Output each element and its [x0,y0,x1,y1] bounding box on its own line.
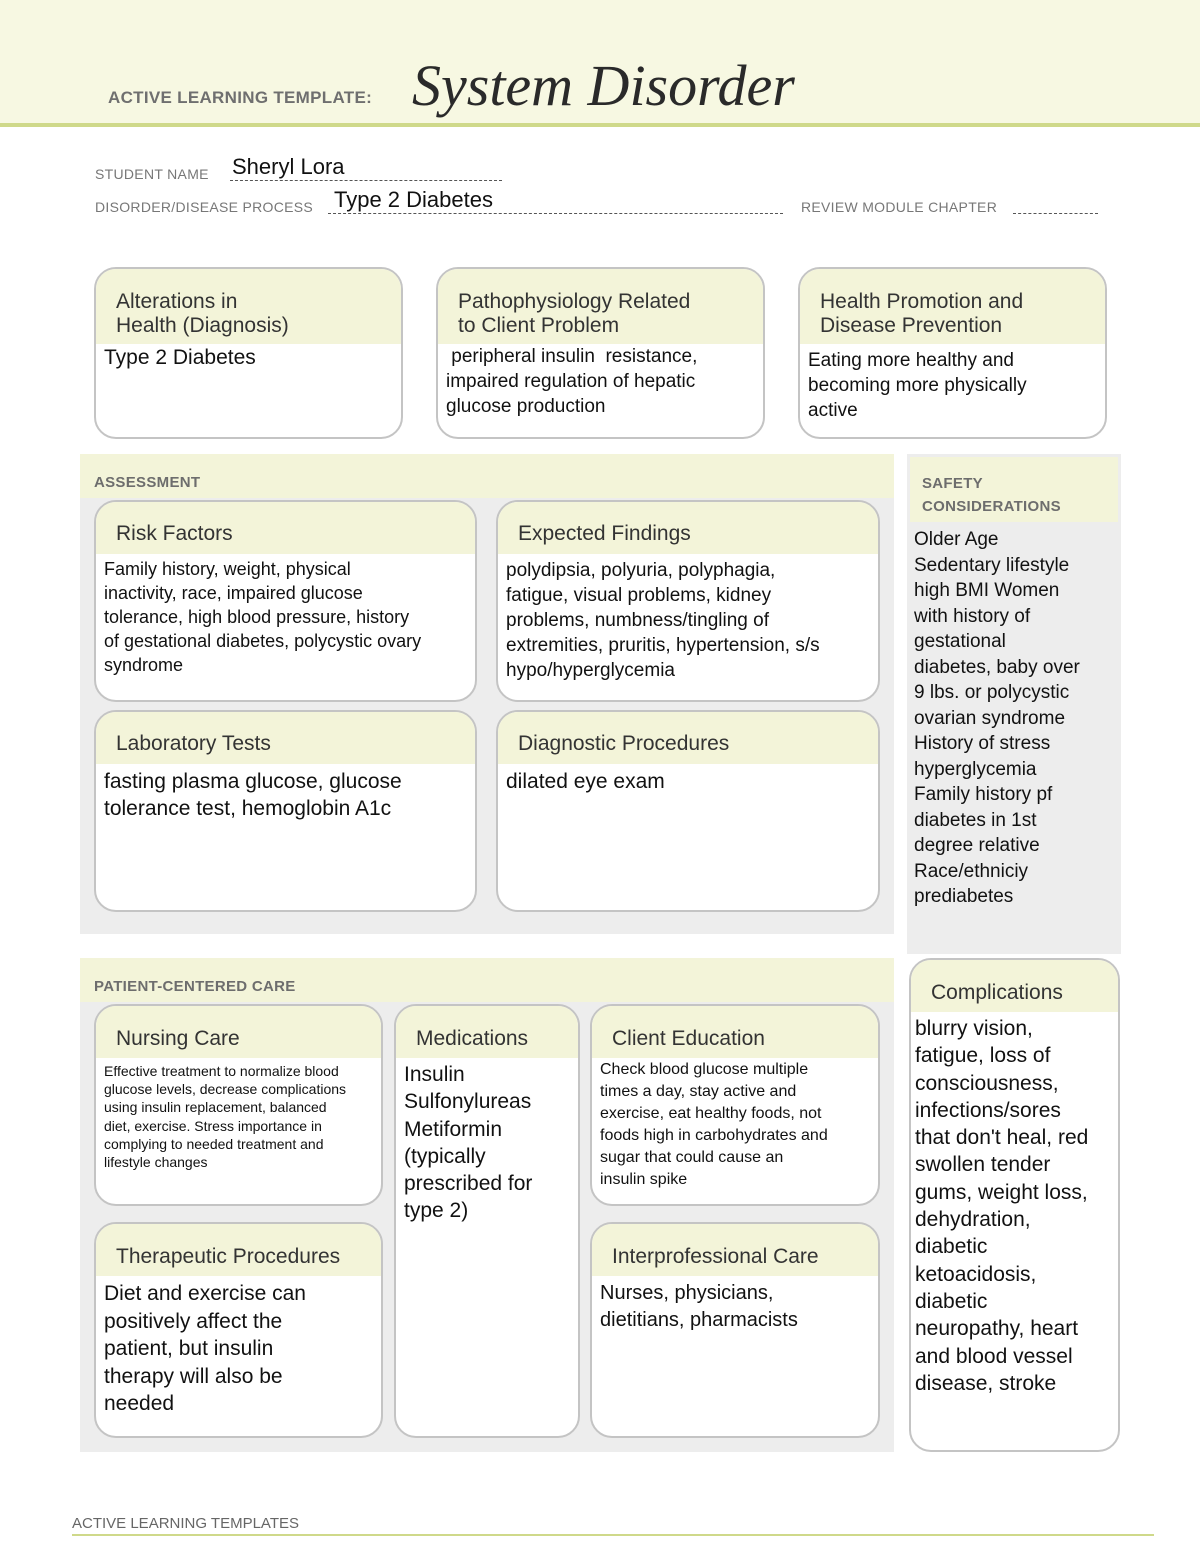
review-module-line [1013,193,1098,214]
diagnostic-procedures-title: Diagnostic Procedures [518,732,730,755]
pathophysiology-box [436,267,765,439]
health-promotion-body[interactable]: Eating more healthy and becoming more physically active [808,350,1027,421]
health-promotion-title: Health Promotion and Disease Prevention [820,290,1024,337]
diagnostic-procedures-body[interactable]: dilated eye exam [506,770,665,793]
pathophysiology-body[interactable]: peripheral insulin resistance, impaired regulation of hepatic glucose production [446,346,698,417]
alterations-title: Alterations in Health (Diagnosis) [116,290,289,337]
medications-title: Medications [416,1027,529,1050]
medications-box [394,1004,580,1438]
interprofessional-care-title: Interprofessional Care [612,1245,819,1268]
expected-findings-title: Expected Findings [518,522,691,545]
assessment-header [80,454,894,498]
assessment-label: ASSESSMENT [94,474,201,491]
pathophysiology-title: Pathophysiology Related to Client Problem [458,290,691,337]
footer-divider [72,1534,1154,1536]
client-education-box [590,1004,880,1206]
diagnostic-procedures-box [496,710,880,912]
safety-label: SAFETY CONSIDERATIONS [922,475,1061,515]
nursing-care-box [94,1004,383,1206]
complications-box [909,958,1120,1452]
expected-findings-box [496,500,880,702]
health-promotion-box [798,267,1107,439]
alterations-box [94,267,403,439]
interprofessional-care-box [590,1222,880,1438]
laboratory-tests-title: Laboratory Tests [116,732,271,755]
template-title: System Disorder [412,53,795,118]
therapeutic-procedures-body[interactable]: Diet and exercise can positively affect the patient, but insulin therapy will also be needed [104,1282,306,1415]
laboratory-tests-body[interactable]: fasting plasma glucose, glucose tolerance test, hemoglobin A1c [104,770,402,820]
medications-body[interactable]: Insulin Sulfonylureas Metiformin (typically prescribed for type 2) [404,1063,533,1223]
template-label: ACTIVE LEARNING TEMPLATE: [108,88,373,107]
laboratory-tests-box [94,710,477,912]
complications-title: Complications [931,981,1063,1004]
disorder-field[interactable]: Type 2 Diabetes [334,187,493,212]
complications-body[interactable]: blurry vision, fatigue, loss of consciousness, infections/sores that don't heal, red swollen tender gums, weight loss, dehydration, diabetic ketoacidosis, diabetic neuropathy, heart and blood vessel disease, stroke [915,1017,1089,1395]
safety-body[interactable]: Older Age Sedentary lifestyle high BMI Women with history of gestational diabetes, baby over 9 lbs. or polycystic ovarian syndrome History of stress hyperglycemia Family history pf diabetes in 1st degree relative Race/ethniciy prediabetes [914,529,1080,907]
client-education-title: Client Education [612,1027,765,1050]
expected-findings-body[interactable]: polydipsia, polyuria, polyphagia, fatigue, visual problems, kidney problems, numbness/tingling of extremities, pruritis, hypertension, s/s hypo/hyperglycemia [506,560,820,681]
nursing-care-body[interactable]: Effective treatment to normalize blood glucose levels, decrease complications using insulin replacement, balanced diet, exercise. Stress importance in complying to needed treatment and lifestyle changes [104,1063,347,1171]
alterations-body[interactable]: Type 2 Diabetes [104,346,256,369]
disorder-label: DISORDER/DISEASE PROCESS [95,199,314,215]
therapeutic-procedures-box [94,1222,383,1438]
student-name-label: STUDENT NAME [95,166,209,182]
client-education-body[interactable]: Check blood glucose multiple times a day, stay active and exercise, eat healthy foods, not foods high in carbohydrates and sugar that could cause an insulin spike [600,1061,828,1188]
header-divider [0,123,1200,127]
risk-factors-body[interactable]: Family history, weight, physical inactivity, race, impaired glucose tolerance, high blood pressure, history of gestational diabetes, polycystic ovary syndrome [104,559,422,675]
patient-care-label: PATIENT-CENTERED CARE [94,978,296,995]
nursing-care-title: Nursing Care [116,1027,240,1050]
risk-factors-title: Risk Factors [116,522,233,545]
student-name-field[interactable]: Sheryl Lora [232,154,345,179]
therapeutic-procedures-title: Therapeutic Procedures [116,1245,341,1268]
footer-label: ACTIVE LEARNING TEMPLATES [72,1515,299,1532]
interprofessional-care-body[interactable]: Nurses, physicians, dietitians, pharmacists [600,1282,798,1331]
review-module-label: REVIEW MODULE CHAPTER [801,199,998,215]
risk-factors-box [94,500,477,702]
